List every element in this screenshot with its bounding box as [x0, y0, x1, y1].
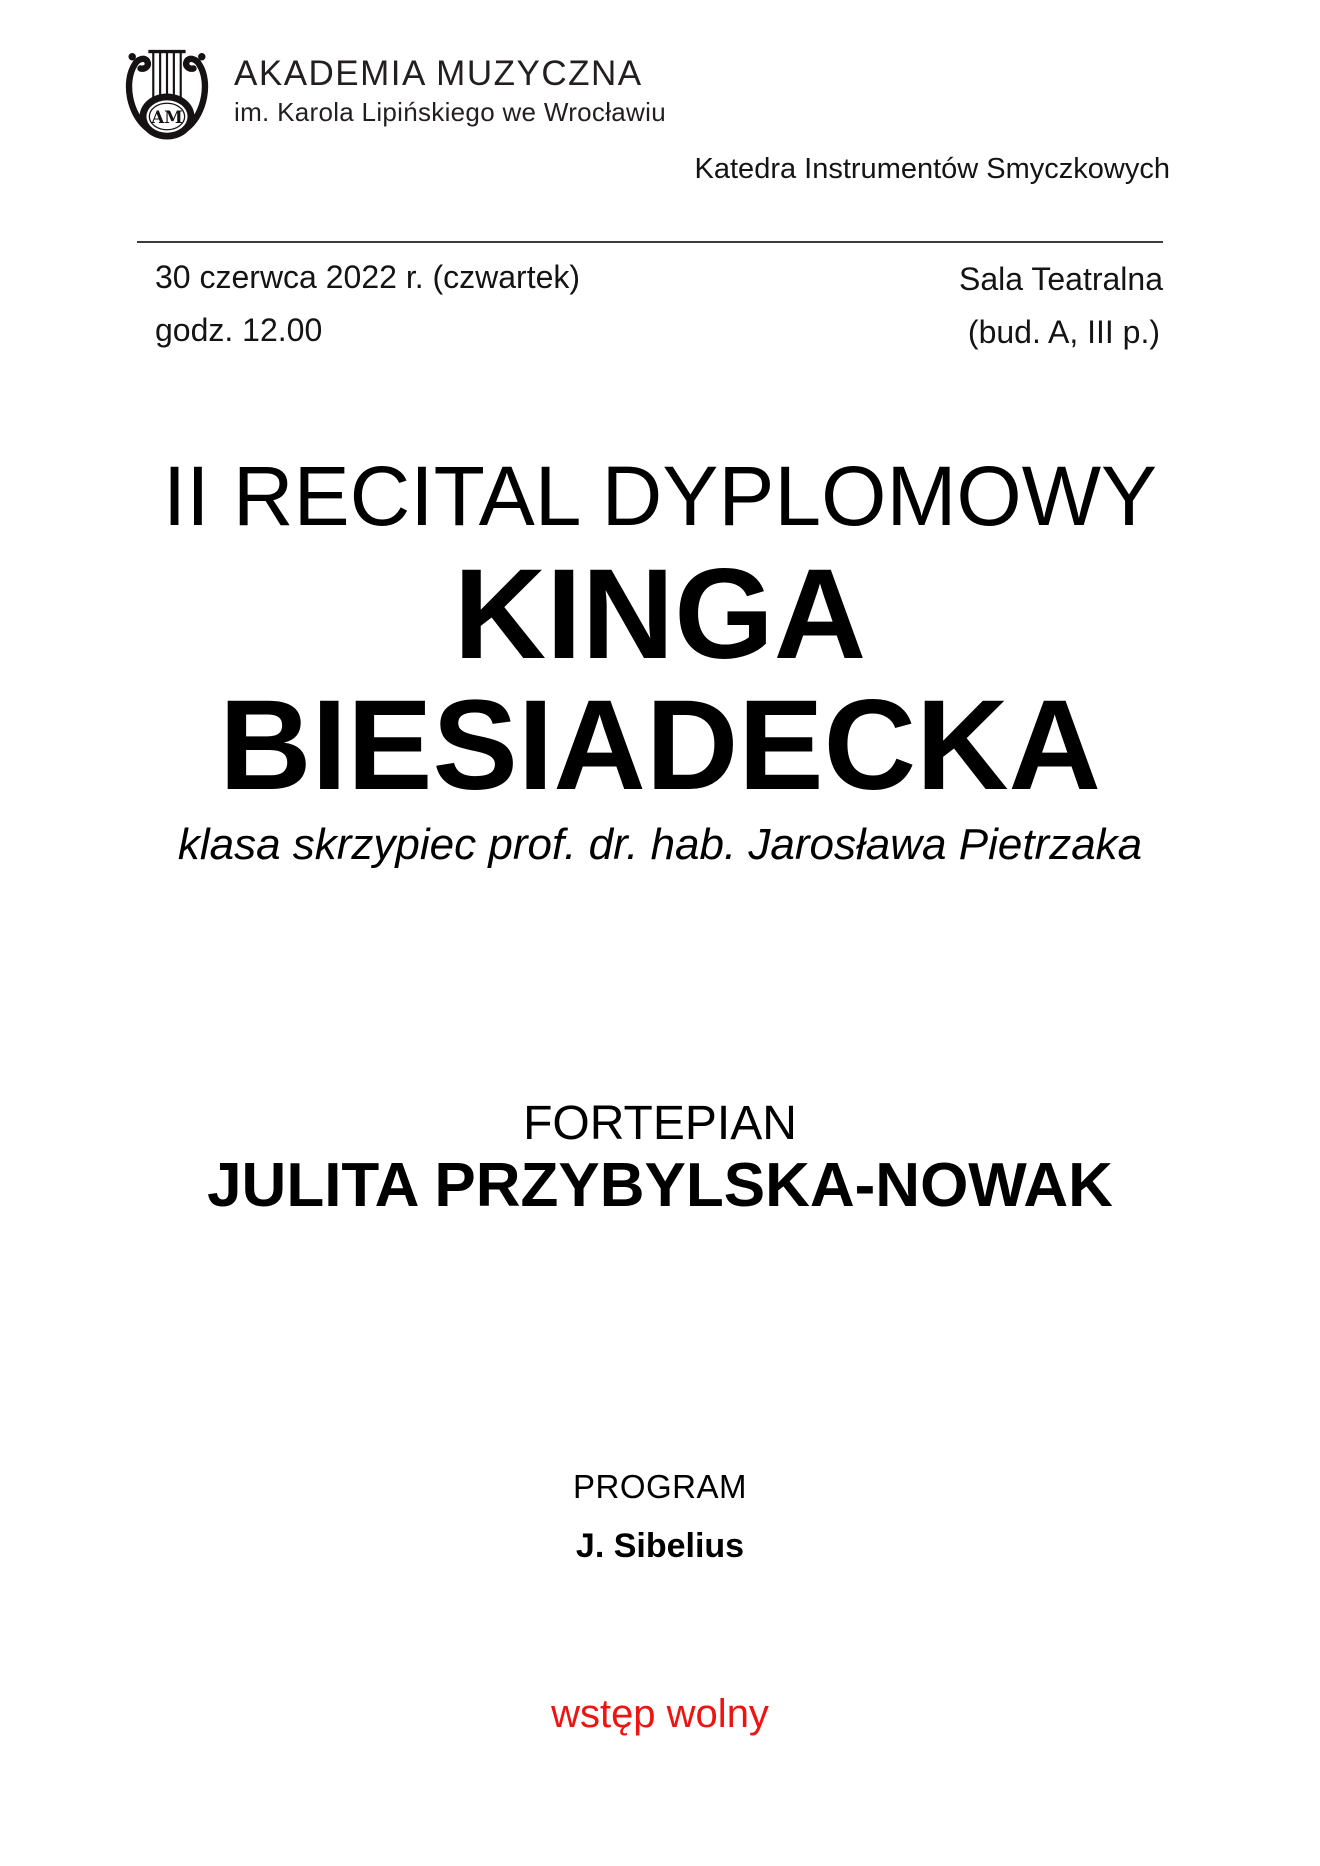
brand-header: [118, 44, 666, 142]
performer-name: [0, 543, 1320, 817]
class-info: klasa skrzypiec prof. dr. hab. Jarosława Pietrzaka: [177, 820, 1143, 869]
lyre-logo-icon: [118, 44, 216, 142]
performer-last-name: BIESIADECKA: [219, 673, 1101, 817]
performer-first-name: KINGA: [453, 543, 867, 686]
event-date: 30 czerwca 2022 r. (czwartek): [155, 259, 581, 295]
accompanist-instrument: FORTEPIAN: [523, 1097, 797, 1150]
brand-text-block: [234, 44, 666, 128]
org-subtitle: im. Karola Lipińskiego we Wrocławiu: [234, 96, 666, 127]
admission-note: wstęp wolny: [551, 1692, 769, 1736]
program-heading: PROGRAM: [572, 1468, 747, 1505]
composer-name: J. Sibelius: [575, 1527, 745, 1565]
recital-title: II RECITAL DYPLOMOWY: [162, 449, 1158, 543]
logo-monogram: AM: [151, 106, 183, 127]
org-name: AKADEMIA MUZYCZNA: [234, 54, 643, 93]
event-venue-detail: (bud. A, III p.): [967, 314, 1160, 350]
event-venue: Sala Teatralna: [959, 261, 1163, 297]
accompanist-name: JULITA PRZYBYLSKA-NOWAK: [207, 1151, 1113, 1220]
department-name: Katedra Instrumentów Smyczkowych: [694, 153, 1170, 185]
divider-line: [137, 241, 1163, 243]
event-time: godz. 12.00: [155, 312, 323, 348]
